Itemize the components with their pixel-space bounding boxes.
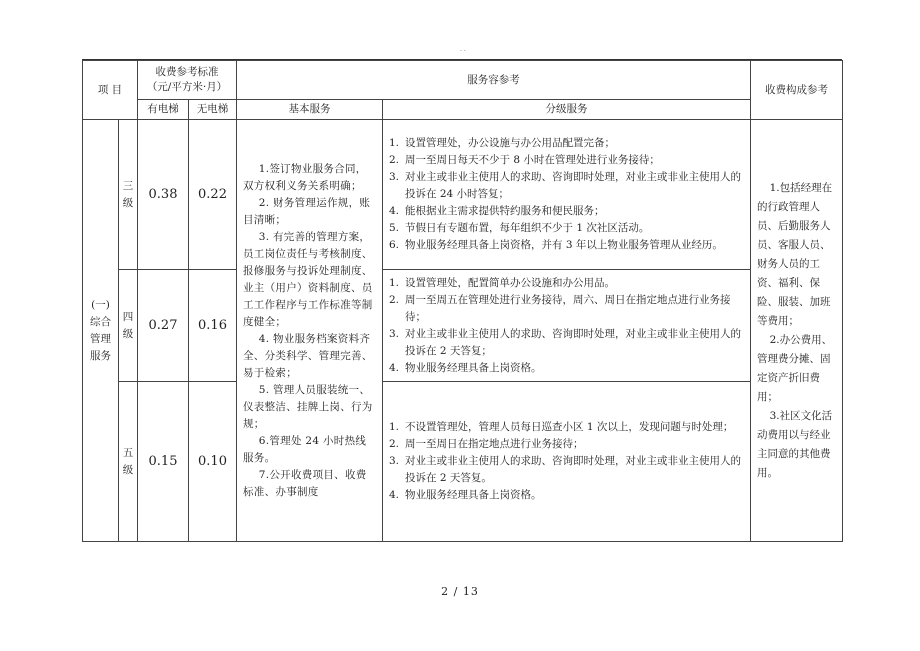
- tiered-item: 4. 物业服务经理具备上岗资格。: [389, 489, 542, 501]
- tiered-service-3: [383, 120, 751, 270]
- tiered-item: 4. 能根据业主需求提供特约服务和便民服务；: [389, 205, 605, 217]
- tiered-item: 2. 周一至周日在指定地点进行业务接待；: [389, 438, 584, 450]
- tiered-item: 3. 对业主或非业主使用人的求助、咨询即时处理，对业主或非业主使用人的投诉在 24 小时答复；: [389, 171, 741, 200]
- price-without-elevator-4: 0.16: [189, 270, 237, 382]
- price-without-elevator-5: 0.10: [189, 382, 237, 542]
- price-with-elevator-5: 0.15: [138, 382, 189, 542]
- tiered-item: 3. 对业主或非业主使用人的求助、咨询即时处理，对业主或非业主使用人的投诉在 2 天答复。: [389, 455, 741, 484]
- header-dots: . .: [460, 46, 466, 53]
- header-fee-standard-title: 收费参考标准: [155, 66, 219, 78]
- header-fee-unit: （元/平方米·月）: [146, 81, 228, 93]
- header-service-ref: 服务容参考: [237, 61, 751, 100]
- tiered-item: 1. 设置管理处，办公设施与办公用品配置完备；: [389, 137, 615, 149]
- price-with-elevator-4: 0.27: [138, 270, 189, 382]
- tiered-item: 2. 周一至周日每天不少于 8 小时在管理处进行业务接待；: [389, 154, 660, 166]
- price-without-elevator-3: 0.22: [189, 120, 237, 270]
- tiered-item: 3. 对业主或非业主使用人的求助、咨询即时处理，对业主或非业主使用人的投诉在 2 天答复；: [389, 327, 741, 357]
- header-without-elevator: 无电梯: [189, 100, 237, 120]
- header-fee-composition: 收费构成参考: [751, 61, 843, 120]
- header-with-elevator: 有电梯: [138, 100, 189, 120]
- level-label-5: 五 级: [119, 382, 138, 542]
- tiered-item: 1. 设置管理处，配置简单办公设施和办公用品。: [389, 276, 615, 289]
- fee-standard-table: [82, 60, 843, 542]
- tiered-item: 4. 物业服务经理具备上岗资格。: [389, 361, 542, 374]
- tiered-item: 5. 节假日有专题布置，每年组织不少于 1 次社区活动。: [389, 222, 650, 234]
- category-label: (一) 综合 管理 服务: [83, 120, 119, 542]
- tiered-item: 6. 物业服务经理具备上岗资格，并有 3 年以上物业服务管理从业经历。: [389, 239, 723, 251]
- tiered-service-4: [383, 270, 751, 382]
- tiered-item: 1. 不设置管理处，管理人员每日巡查小区 1 次以上，发现问题与时处理；: [389, 421, 734, 433]
- header-item: 项 目: [83, 61, 138, 120]
- level-label-4: 四 级: [119, 270, 138, 382]
- price-with-elevator-3: 0.38: [138, 120, 189, 270]
- fee-composition-text: 1.包括经理在的行政管理人员、后勤服务人员、客服人员、财务人员的工资、福利、保险、服装、加班等费用； 2.办公费用、管理费分摊、固定资产折旧费用； 3.社区文化活动费用以与经业主同意的其他费用。: [751, 120, 843, 542]
- header-fee-standard: [138, 61, 237, 100]
- header-tiered-service: 分级服务: [383, 100, 751, 120]
- page-number: 2 / 13: [441, 585, 479, 598]
- tiered-service-5: [383, 382, 751, 542]
- level-label-3: 三 级: [119, 120, 138, 270]
- header-basic-service: 基本服务: [237, 100, 383, 120]
- tiered-item: 2. 周一至周五在管理处进行业务接待，周六、周日在指定地点进行业务接待；: [389, 293, 731, 323]
- basic-service-text: 1.签订物业服务合同，双方权利义务关系明确； 2. 财务管理运作规，账目清晰； 3. 有完善的管理方案，员工岗位责任与考核制度、报修服务与投诉处理制度、业主（用户）资料制度、员工工作程序与工作标准等制度健全； 4. 物业服务档案资料齐全、分类科学、管理完善、易于检索； 5. 管理人员服装统一、仪表整洁、挂牌上岗、行为规； 6.管理处 24 小时热线服务。 7.公开收费项目、收费标准、办事制度: [237, 120, 383, 542]
